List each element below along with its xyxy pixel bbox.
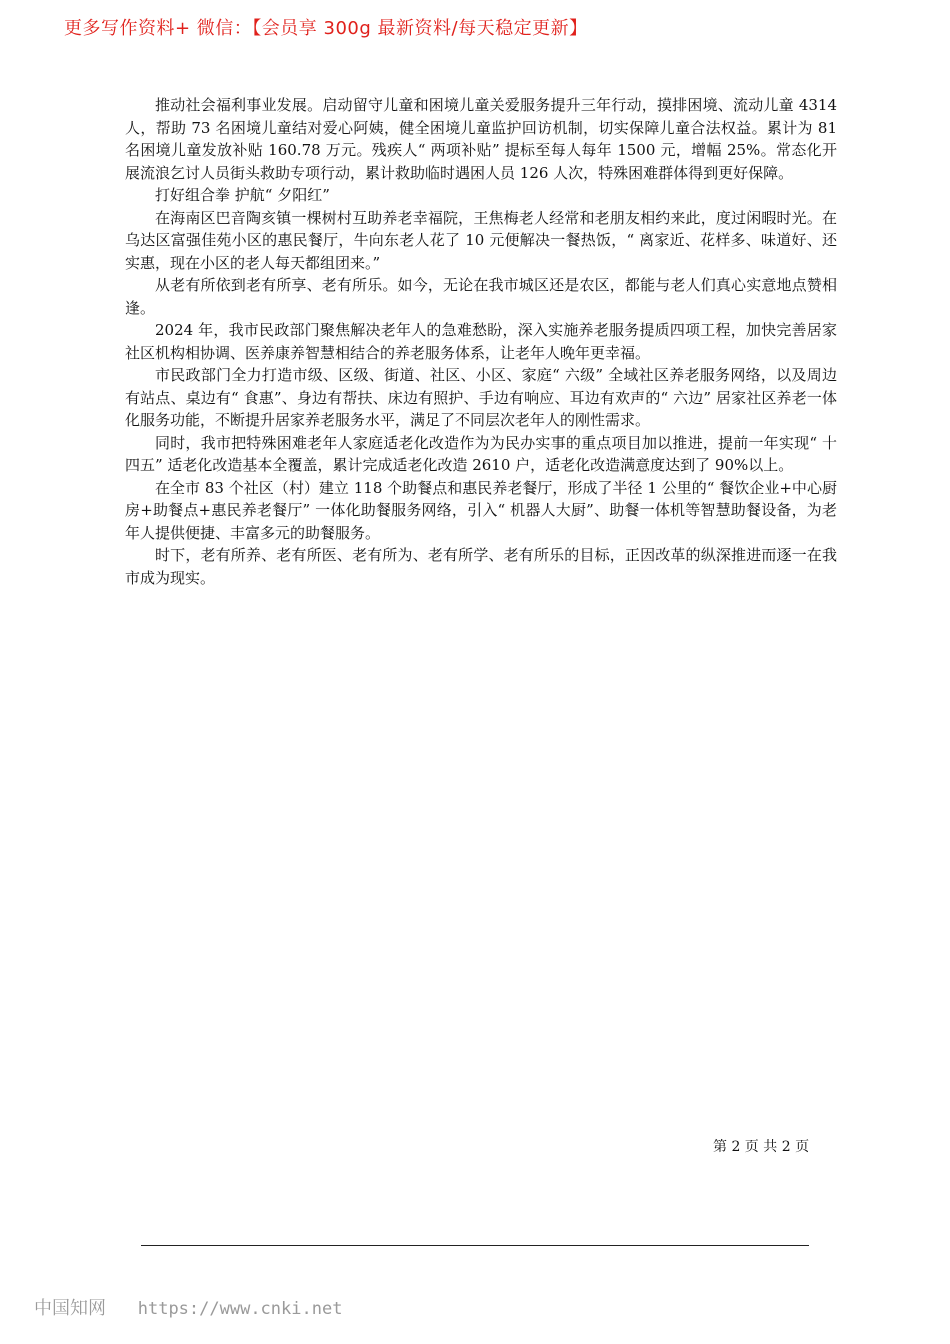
- paragraph-elderly-enjoy: 从老有所依到老有所享、老有所乐。如今，无论在我市城区还是农区，都能与老人们真心实意地点赞相逢。: [125, 276, 837, 317]
- section-heading: 打好组合拳 护航“ 夕阳红”: [155, 186, 330, 204]
- footer-divider: [141, 1245, 809, 1246]
- promo-banner: 更多写作资料+ 微信：【会员享 300g 最新资料/每天稳定更新】: [64, 18, 588, 39]
- footer-site-name: 中国知网: [34, 1298, 106, 1319]
- footer-source: [34, 1294, 342, 1320]
- paragraph-2024-projects: 2024 年，我市民政部门聚焦解决老年人的急难愁盼，深入实施养老服务提质四项工程，加快完善居家社区机构相协调、医养康养智慧相结合的养老服务体系，让老年人晚年更幸福。: [125, 321, 837, 362]
- page-number: 第 2 页 共 2 页: [713, 1139, 810, 1155]
- footer-site-url[interactable]: https://www.cnki.net: [137, 1299, 343, 1319]
- paragraph-welfare: 推动社会福利事业发展。启动留守儿童和困境儿童关爱服务提升三年行动，摸排困境、流动儿童 4314 人，帮助 73 名困境儿童结对爱心阿姨，健全困境儿童监护回访机制，切实保障儿童合法权益。累计为 81 名困境儿童发放补贴 160.78 万元。残疾人“ 两项补贴” 提标至每人每年 1500 元，增幅 25%。常态化开展流浪乞讨人员街头救助专项行动，累计救助临时遇困人员 126 人次，特殊困难群体得到更好保障。: [125, 96, 837, 182]
- paragraph-conclusion: 时下，老有所养、老有所医、老有所为、老有所学、老有所乐的目标，正因改革的纵深推进而逐一在我市成为现实。: [125, 546, 837, 587]
- article-body: [125, 94, 837, 589]
- paragraph-happiness-home: 在海南区巴音陶亥镇一棵树村互助养老幸福院，王焦梅老人经常和老朋友相约来此，度过闲暇时光。在乌达区富强佳苑小区的惠民餐厅，牛向东老人花了 10 元便解决一餐热饭，“ 离家近、花样多、味道好、还实惠，现在小区的老人每天都组团来。”: [125, 208, 837, 272]
- paragraph-meal-service: 在全市 83 个社区（村）建立 118 个助餐点和惠民养老餐厅，形成了半径 1 公里的“ 餐饮企业+中心厨房+助餐点+惠民养老餐厅” 一体化助餐服务网络，引入“ 机器人大厨”、助餐一体机等智慧助餐设备，为老年人提供便捷、丰富多元的助餐服务。: [125, 478, 837, 542]
- paragraph-six-level-network: 市民政部门全力打造市级、区级、街道、社区、小区、家庭“ 六级” 全域社区养老服务网络，以及周边有站点、桌边有“ 食惠”、身边有帮扶、床边有照护、手边有响应、耳边有欢声的“ 六边” 居家社区养老一体化服务功能，不断提升居家养老服务水平，满足了不同层次老年人的刚性需求。: [125, 366, 837, 429]
- paragraph-aging-renovation: 同时，我市把特殊困难老年人家庭适老化改造作为为民办实事的重点项目加以推进，提前一年实现“ 十四五” 适老化改造基本全覆盖，累计完成适老化改造 2610 户，适老化改造满意度达到了 90%以上。: [125, 433, 837, 474]
